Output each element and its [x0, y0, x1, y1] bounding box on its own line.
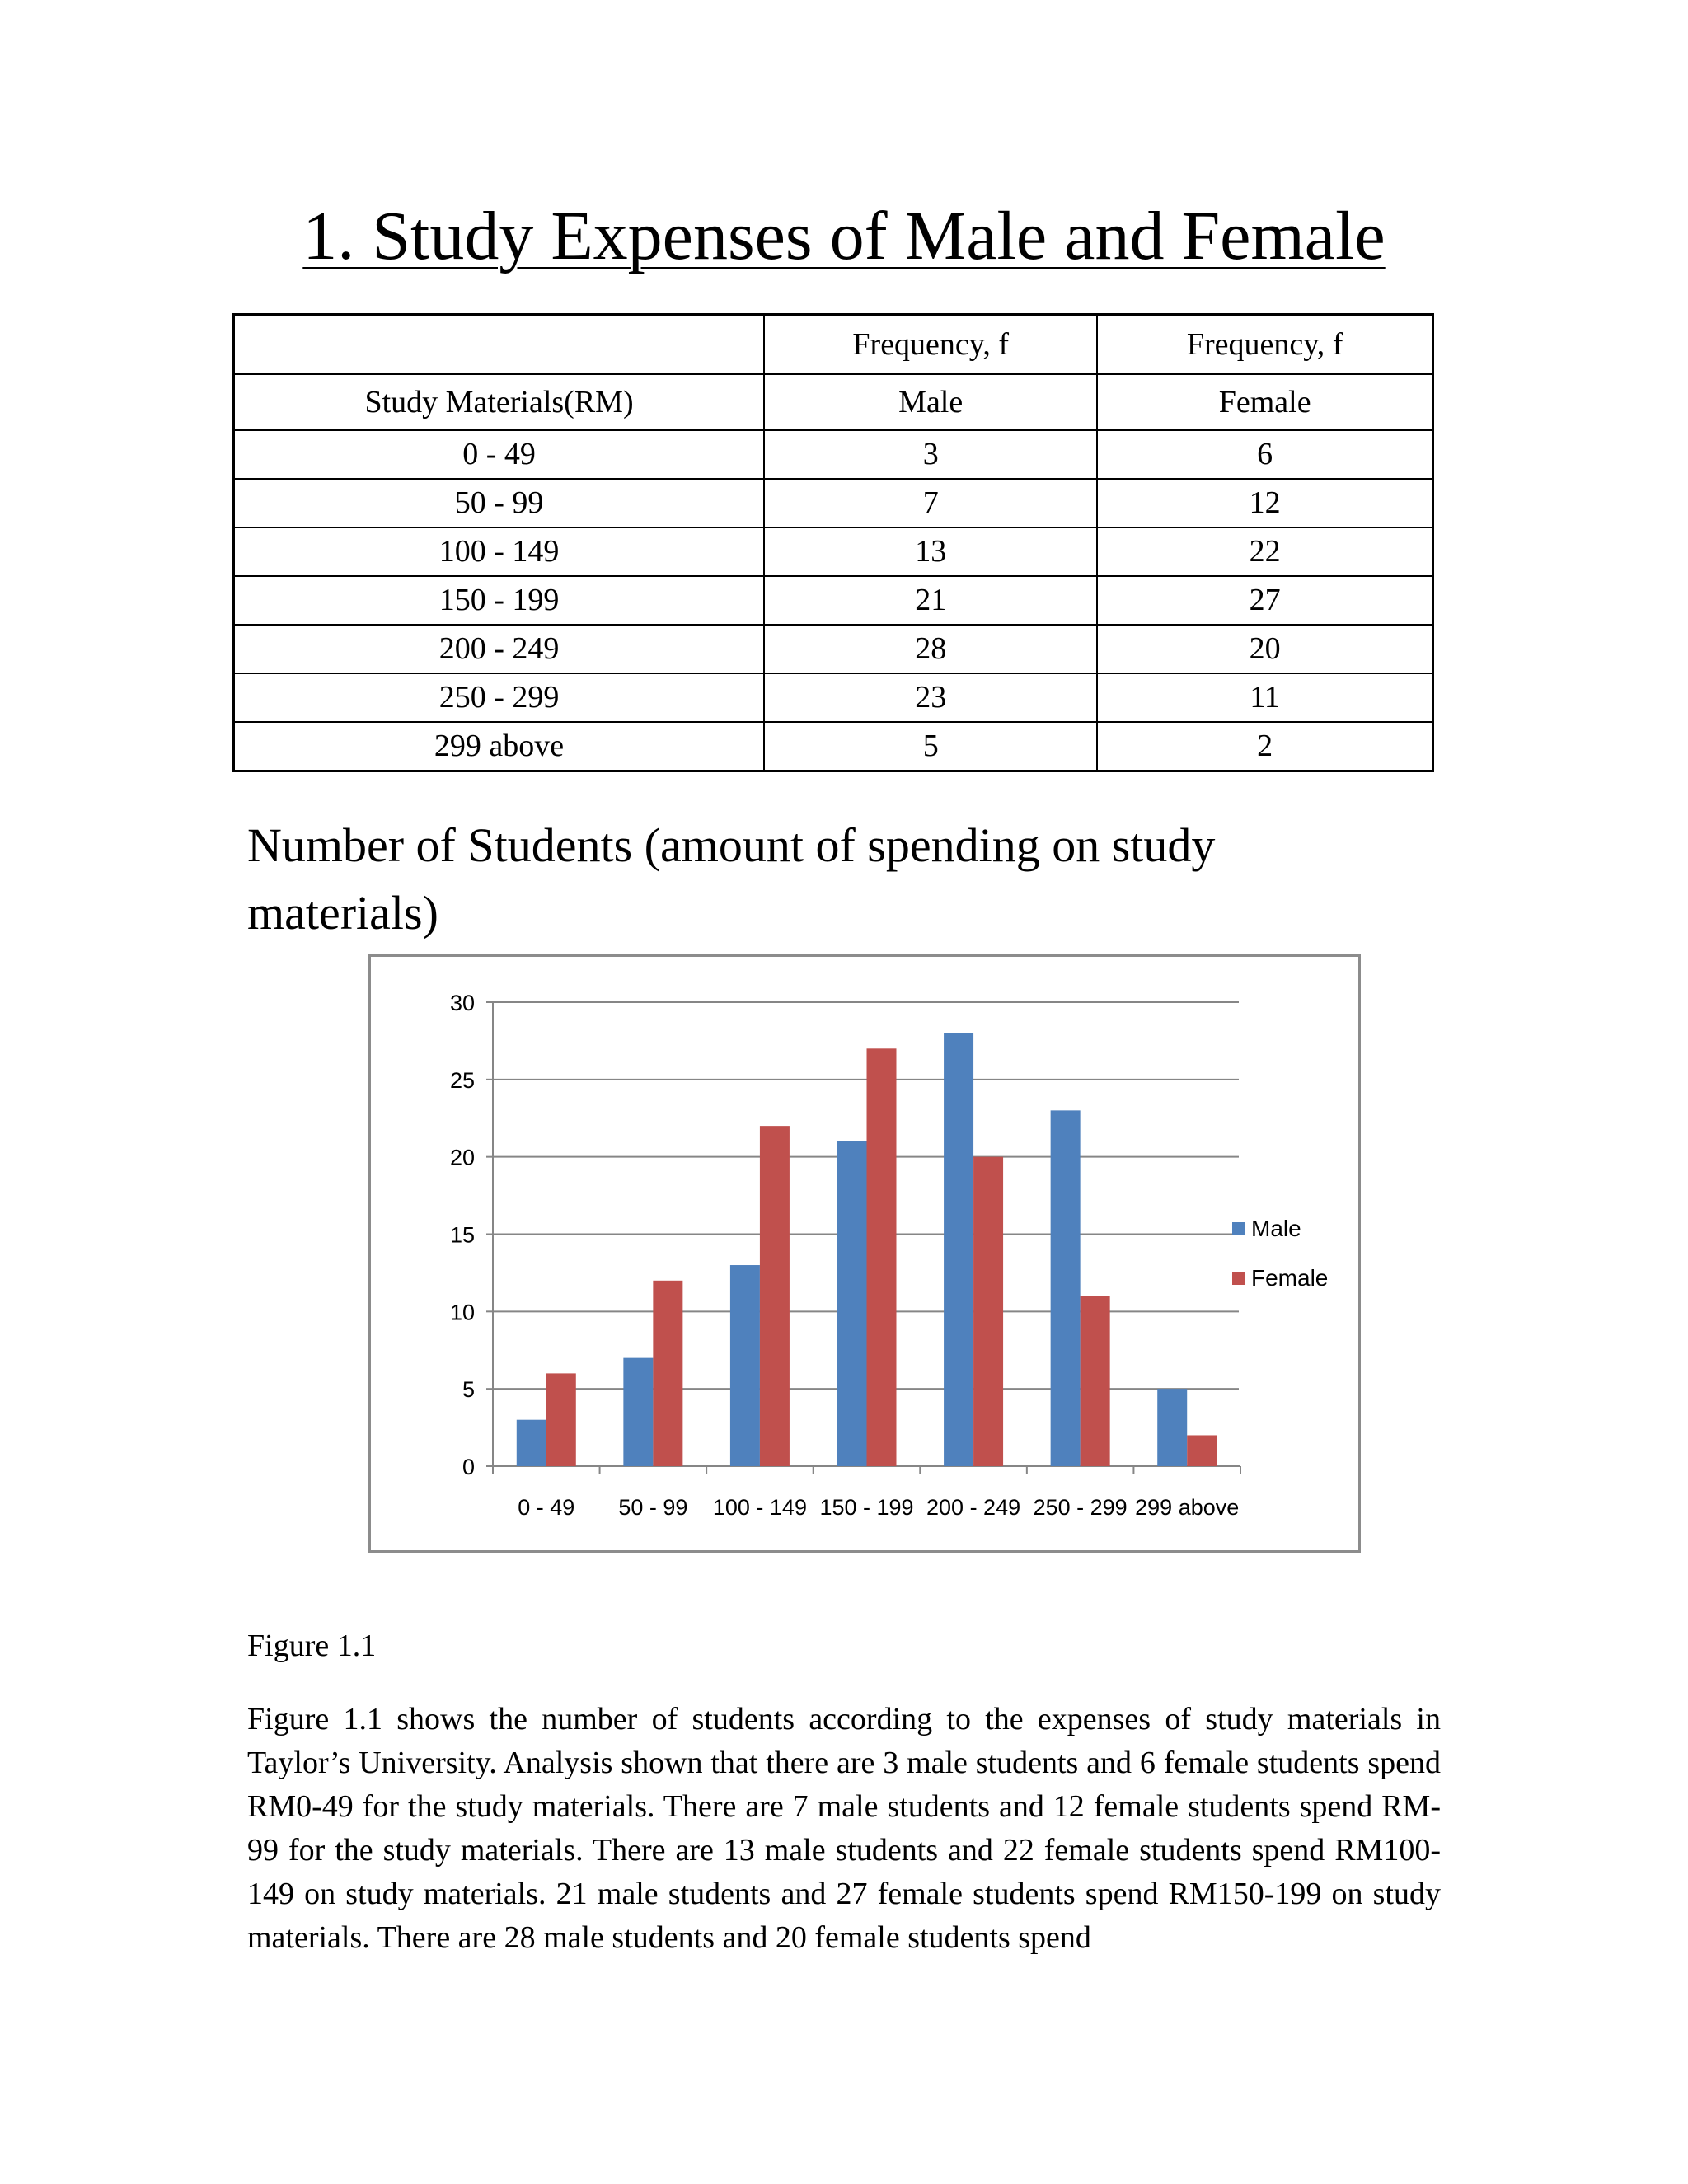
y-tick-label: 30 [449, 991, 475, 1015]
bar-male [837, 1141, 867, 1466]
bar-female [653, 1281, 682, 1466]
table-header-cell: Female [1097, 374, 1432, 430]
table-header-cell [234, 315, 765, 375]
table-cell: 6 [1097, 430, 1432, 479]
table-cell: 0 - 49 [234, 430, 765, 479]
bar-female [867, 1048, 897, 1466]
x-tick-label: 200 - 249 [926, 1495, 1021, 1520]
bar-male [1051, 1110, 1081, 1466]
frequency-table [232, 313, 1434, 772]
table-header-cell: Frequency, f [1097, 315, 1432, 375]
legend-swatch-male [1232, 1222, 1245, 1235]
bar-male [1157, 1389, 1187, 1466]
table-header-cell: Male [764, 374, 1097, 430]
figure-caption: Figure 1.1 [247, 1629, 377, 1663]
table-cell: 2 [1097, 722, 1432, 771]
bar-female [1187, 1435, 1217, 1466]
bar-female [1081, 1296, 1110, 1466]
table-cell: 20 [1097, 625, 1432, 673]
table-cell: 7 [764, 479, 1097, 527]
y-tick-label: 20 [449, 1145, 475, 1170]
x-tick-label: 250 - 299 [1033, 1495, 1128, 1520]
table-cell: 50 - 99 [234, 479, 765, 527]
table-cell: 28 [764, 625, 1097, 673]
bar-male [730, 1265, 760, 1466]
bar-female [546, 1373, 576, 1466]
table-cell: 12 [1097, 479, 1432, 527]
bar-female [760, 1126, 790, 1466]
bar-male [517, 1420, 546, 1466]
table-cell: 11 [1097, 673, 1432, 722]
table-header-cell: Study Materials(RM) [234, 374, 765, 430]
legend-label-male: Male [1251, 1216, 1301, 1241]
table-cell: 5 [764, 722, 1097, 771]
bar-male [944, 1033, 973, 1466]
legend-label-female: Female [1251, 1265, 1329, 1291]
x-tick-label: 0 - 49 [518, 1495, 575, 1520]
table-header-cell: Frequency, f [764, 315, 1097, 375]
table-cell: 13 [764, 527, 1097, 576]
table-row [234, 722, 1433, 771]
bar-female [973, 1157, 1003, 1466]
body-paragraph: Figure 1.1 shows the number of students according to the expenses of study materials in Taylor’s University. Analysis shown that there are 3 male students and 6 female students spend RM0-49 for the study materials. There are 7 male students and 12 female students spend RM-99 for the study materials. There are 13 male students and 22 female students spend RM100-149 on study materials. 21 male students and 27 female students spend RM150-199 on study materials. There are 28 male students and 20 female students spend [247, 1702, 1441, 1955]
x-tick-label: 150 - 199 [819, 1495, 914, 1520]
table-row [234, 527, 1433, 576]
table-row [234, 673, 1433, 722]
table-row [234, 625, 1433, 673]
y-tick-label: 0 [462, 1455, 475, 1479]
table-header-row [234, 374, 1433, 430]
y-tick-label: 10 [449, 1300, 475, 1325]
bar-male [623, 1358, 653, 1466]
table-row [234, 479, 1433, 527]
y-tick-label: 15 [449, 1222, 475, 1248]
table-row [234, 576, 1433, 625]
table-row [234, 430, 1433, 479]
x-tick-label: 100 - 149 [712, 1495, 807, 1520]
table-cell: 22 [1097, 527, 1432, 576]
table-cell: 200 - 249 [234, 625, 765, 673]
y-tick-label: 25 [449, 1067, 475, 1093]
table-cell: 150 - 199 [234, 576, 765, 625]
table-cell: 299 above [234, 722, 765, 771]
table-header-row [234, 315, 1433, 375]
chart-canvas [371, 957, 1358, 1550]
table-cell: 23 [764, 673, 1097, 722]
table-cell: 3 [764, 430, 1097, 479]
chart-heading: Number of Students (amount of spending on study materials) [247, 818, 1216, 940]
x-tick-label: 50 - 99 [618, 1495, 688, 1520]
table-cell: 250 - 299 [234, 673, 765, 722]
page-title: 1. Study Expenses of Male and Female [302, 198, 1386, 274]
table-cell: 27 [1097, 576, 1432, 625]
bar-chart [368, 954, 1361, 1553]
legend-swatch-female [1232, 1272, 1245, 1285]
x-tick-label: 299 above [1135, 1495, 1240, 1520]
table-cell: 100 - 149 [234, 527, 765, 576]
table-cell: 21 [764, 576, 1097, 625]
y-tick-label: 5 [462, 1377, 475, 1403]
